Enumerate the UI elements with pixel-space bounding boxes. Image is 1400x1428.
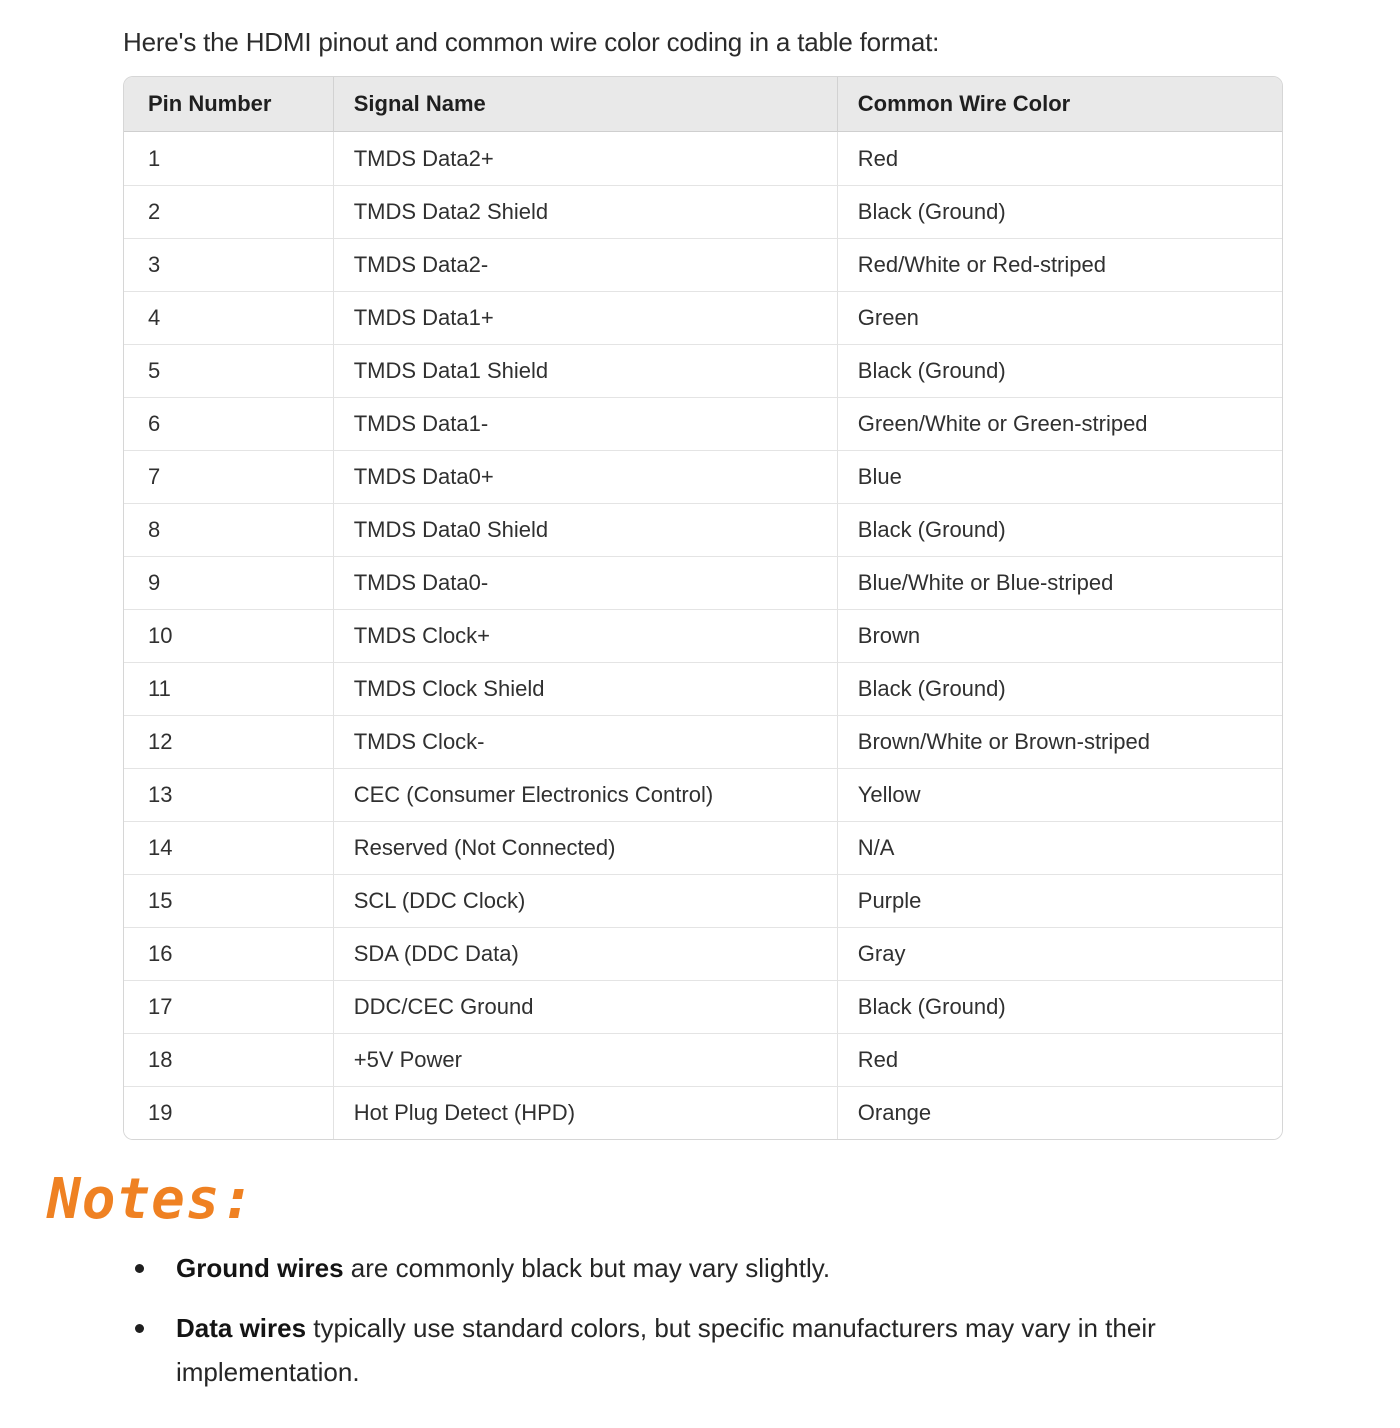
table-row [124,980,1282,1033]
wire-color-cell: Purple [837,874,1282,927]
pin-number-cell: 8 [124,503,333,556]
signal-name-cell: TMDS Data0- [333,556,837,609]
signal-name-cell: TMDS Data2 Shield [333,185,837,238]
wire-color-cell: Black (Ground) [837,503,1282,556]
wire-color-cell: Green [837,291,1282,344]
signal-name-cell: TMDS Data1- [333,397,837,450]
list-item [133,1246,1283,1290]
signal-name-cell: DDC/CEC Ground [333,980,837,1033]
table-row [124,397,1282,450]
wire-color-cell: Red [837,1033,1282,1086]
column-header-pin-number: Pin Number [124,77,333,132]
signal-name-cell: +5V Power [333,1033,837,1086]
table-row [124,662,1282,715]
signal-name-cell: TMDS Data1 Shield [333,344,837,397]
wire-color-cell: Blue [837,450,1282,503]
wire-color-cell: Red [837,132,1282,185]
wire-color-cell: Black (Ground) [837,980,1282,1033]
table-row [124,291,1282,344]
table-row [124,927,1282,980]
table-row [124,132,1282,185]
signal-name-cell: TMDS Data0 Shield [333,503,837,556]
page-title: Here's the HDMI pinout and common wire color coding in a table format: [123,27,940,57]
pin-number-cell: 2 [124,185,333,238]
signal-name-cell: TMDS Clock- [333,715,837,768]
signal-name-cell: SDA (DDC Data) [333,927,837,980]
table-row [124,185,1282,238]
pin-number-cell: 18 [124,1033,333,1086]
signal-name-cell: SCL (DDC Clock) [333,874,837,927]
wire-color-cell: Blue/White or Blue-striped [837,556,1282,609]
wire-color-cell: N/A [837,821,1282,874]
column-header-signal-name: Signal Name [333,77,837,132]
wire-color-cell: Green/White or Green-striped [837,397,1282,450]
list-item [133,1306,1283,1394]
pin-number-cell: 11 [124,662,333,715]
wire-color-cell: Black (Ground) [837,662,1282,715]
table-header-row [124,77,1282,132]
wire-color-cell: Brown/White or Brown-striped [837,715,1282,768]
table-row [124,450,1282,503]
note-rest-text: typically use standard colors, but specific manufacturers may vary in their implementation. [176,1313,1156,1387]
pin-number-cell: 16 [124,927,333,980]
signal-name-cell: Reserved (Not Connected) [333,821,837,874]
table-row [124,1033,1282,1086]
signal-name-cell: TMDS Clock+ [333,609,837,662]
pin-number-cell: 10 [124,609,333,662]
note-rest-text: are commonly black but may vary slightly. [343,1253,831,1283]
signal-name-cell: CEC (Consumer Electronics Control) [333,768,837,821]
wire-color-cell: Red/White or Red-striped [837,238,1282,291]
notes-list [133,1246,1400,1394]
bullet-icon [135,1264,144,1273]
column-header-common-wire-color: Common Wire Color [837,77,1282,132]
pin-number-cell: 9 [124,556,333,609]
wire-color-cell: Orange [837,1086,1282,1139]
pin-number-cell: 6 [124,397,333,450]
pinout-table-container [123,76,1283,1140]
table-row [124,821,1282,874]
table-row [124,874,1282,927]
pin-number-cell: 7 [124,450,333,503]
table-row [124,556,1282,609]
signal-name-cell: TMDS Clock Shield [333,662,837,715]
signal-name-cell: TMDS Data2+ [333,132,837,185]
wire-color-cell: Brown [837,609,1282,662]
pin-number-cell: 14 [124,821,333,874]
signal-name-cell: TMDS Data0+ [333,450,837,503]
wire-color-cell: Black (Ground) [837,344,1282,397]
signal-name-cell: TMDS Data2- [333,238,837,291]
signal-name-cell: Hot Plug Detect (HPD) [333,1086,837,1139]
table-row [124,1086,1282,1139]
note-bold-text: Data wires [176,1313,307,1343]
pin-number-cell: 13 [124,768,333,821]
table-row [124,503,1282,556]
note-bold-text: Ground wires [176,1253,344,1283]
table-row [124,344,1282,397]
pin-number-cell: 1 [124,132,333,185]
bullet-icon [135,1324,144,1333]
pin-number-cell: 5 [124,344,333,397]
document-page [0,28,1400,1394]
table-row [124,715,1282,768]
notes-heading: Notes: [47,1167,256,1232]
pin-number-cell: 17 [124,980,333,1033]
wire-color-cell: Black (Ground) [837,185,1282,238]
pin-number-cell: 3 [124,238,333,291]
pinout-table-body [124,132,1282,1139]
table-row [124,238,1282,291]
pin-number-cell: 19 [124,1086,333,1139]
table-row [124,609,1282,662]
pin-number-cell: 12 [124,715,333,768]
pin-number-cell: 4 [124,291,333,344]
wire-color-cell: Gray [837,927,1282,980]
wire-color-cell: Yellow [837,768,1282,821]
pin-number-cell: 15 [124,874,333,927]
pinout-table [124,77,1282,1139]
table-row [124,768,1282,821]
signal-name-cell: TMDS Data1+ [333,291,837,344]
